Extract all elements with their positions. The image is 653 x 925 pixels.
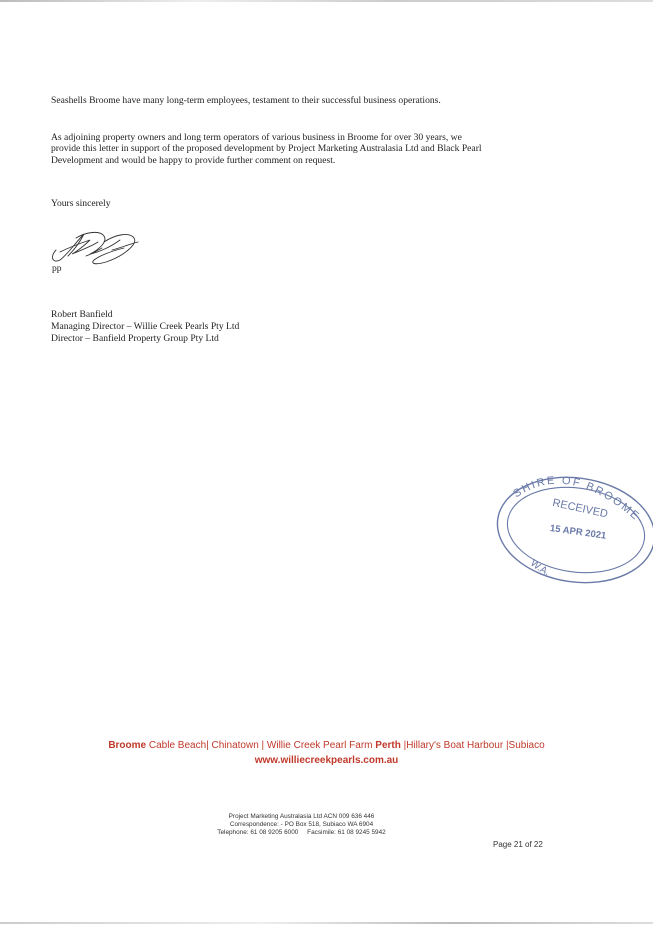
stamp-shire-text: SHIRE OF BROOME [511,474,643,524]
stamp-wa-text: W.A. [528,557,552,579]
company-correspondence: Correspondence: - PO Box 518, Subiaco WA 6904 [229,821,374,828]
svg-text:SHIRE OF BROOME [511,475,642,524]
scan-edge-bottom [0,922,653,924]
footer-locations [0,740,653,751]
company-details [0,813,603,837]
footer-location-broome: Broome [108,740,147,751]
closing-salutation: Yours sincerely [51,198,111,209]
stamp-date: 15 APR 2021 [549,522,607,542]
footer-location-list: |Hillary's Boat Harbour |Subiaco [400,740,545,751]
footer-location-perth: Perth [375,740,401,751]
signature-block [51,309,239,345]
stamp-received-label: RECEIVED [551,496,609,521]
pp-notation: pp [52,263,62,274]
received-stamp [492,468,653,592]
paragraph-support: As adjoining property owners and long term operators of various business in Broome for over 30 years, we provide this letter in support of the proposed development by Project Marketing Australasia Ltd and Black Pearl Development and would be happy to provide further comment on request. [51,132,482,166]
page-number: Page 21 of 22 [493,840,543,849]
footer-location-list: Cable Beach| Chinatown | Willie Creek Pearl Farm [146,740,376,751]
signatory-title: Managing Director – Willie Creek Pearls Pty Ltd [51,321,240,332]
scan-edge-top [0,0,653,2]
paragraph-employees: Seashells Broome have many long-term employees, testament to their successful business operations. [51,95,441,106]
company-phone-fax: Telephone: 61 08 9205 6000 Facsimile: 61 08 9245 5942 [217,829,386,836]
signatory-name: Robert Banfield [51,309,113,320]
svg-text:W.A. [528,558,551,578]
company-acn: Project Marketing Australasia Ltd ACN 009 636 446 [228,813,375,820]
signatory-title: Director – Banfield Property Group Pty Ltd [51,333,219,344]
footer-website-link[interactable]: www.williecreekpearls.com.au [254,755,399,766]
